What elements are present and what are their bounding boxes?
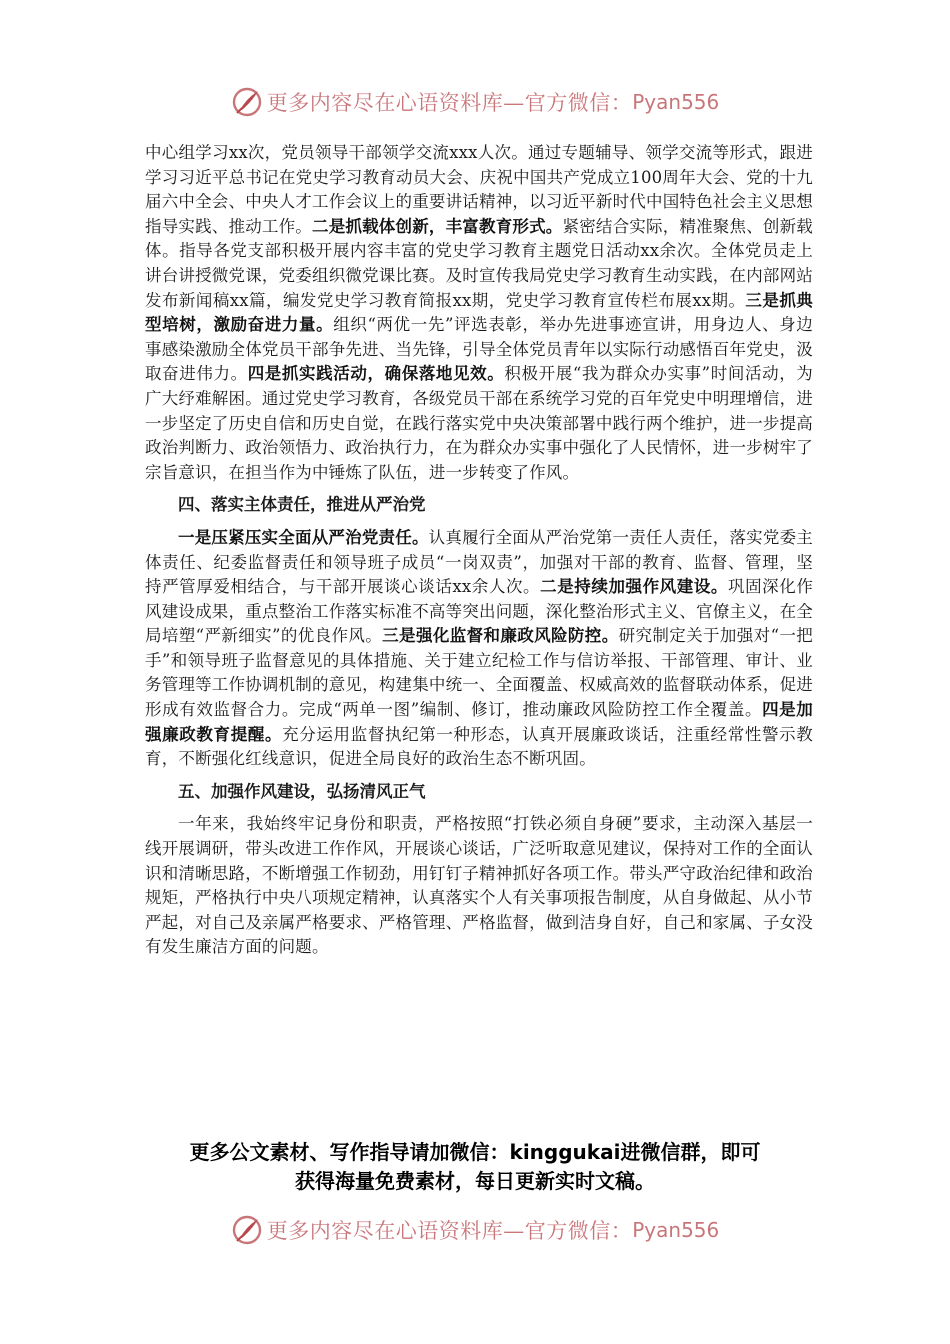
- section-heading-four: 四、落实主体责任，推进从严治党: [178, 495, 426, 515]
- footer-promo: [100, 1138, 850, 1196]
- footer-promo-line-1: 更多公文素材、写作指导请加微信：kinggukai进微信群，即可: [189, 1140, 761, 1164]
- quill-pen-logo-icon: [231, 1214, 263, 1246]
- document-body: [145, 141, 813, 960]
- paragraph-strict-governance: 一是压紧压实全面从严治党责任。认真履行全面从严治党第一责任人责任，落实党委主体责任、纪委监督责任和领导班子成员“一岗双责”，加强对干部的教育、监督、管理，坚持严管厚爱相结合，与干部开展谈心谈话xx余人次。二是持续加强作风建设。巩固深化作风建设成果，重点整治工作落实标准不高等突出问题，深化整治形式主义、官僚主义，在全局培塑“严新细实”的优良作风。三是强化监督和廉政风险防控。研究制定关于加强对“一把手”和领导班子监督意见的具体措施、关于建立纪检工作与信访举报、干部管理、审计、业务管理等工作协调机制的意见，构建集中统一、全面覆盖、权威高效的监督联动体系，促进形成有效监督合力。完成“两单一图”编制、修订，推动廉政风险防控工作全覆盖。四是加强廉政教育提醒。充分运用监督执纪第一种形态，认真开展廉政谈话，注重经常性警示教育，不断强化红线意识，促进全局良好的政治生态不断巩固。: [145, 527, 814, 769]
- watermark-wechat-id: Pyan556: [632, 90, 720, 114]
- paragraph-work-style: 一年来，我始终牢记身份和职责，严格按照“打铁必须自身硬”要求，主动深入基层一线开展调研，带头改进工作作风，开展谈心谈话，广泛听取意见建议，保持对工作的全面认识和清晰思路，不断增强工作韧劲，用钉钉子精神抓好各项工作。带头严守政治纪律和政治规矩，严格执行中央八项规定精神，认真落实个人有关事项报告制度，从自身做起、从小节严起，对自己及亲属严格要求、严格管理、严格监督，做到洁身自好，自己和家属、子女没有发生廉洁方面的问题。: [145, 814, 813, 957]
- quill-pen-logo-icon: [231, 86, 263, 118]
- watermark-wechat-id: Pyan556: [632, 1218, 720, 1242]
- section-heading-five: 五、加强作风建设，弘扬清风正气: [178, 781, 426, 801]
- watermark-text: 更多内容尽在心语资料库—官方微信：: [266, 91, 633, 115]
- footer-promo-line-2: 获得海量免费素材，每日更新实时文稿。: [295, 1169, 655, 1193]
- header-watermark: [0, 84, 950, 120]
- footer-watermark: [0, 1212, 950, 1248]
- paragraph-party-history-education: 中心组学习xx次，党员领导干部领学交流xxx人次。通过专题辅导、领学交流等形式，跟进学习习近平总书记在党史学习教育动员大会、庆祝中国共产党成立100周年大会、党的十九届六中全会、中央人才工作会议上的重要讲话精神，以习近平新时代中国特色社会主义思想指导实践、推动工作。二是抓载体创新，丰富教育形式。紧密结合实际，精准聚焦、创新载体。指导各党支部积极开展内容丰富的党史学习教育主题党日活动xx余次。全体党员走上讲台讲授微党课，党委组织微党课比赛。及时宣传我局党史学习教育生动实践，在内部网站发布新闻稿xx篇，编发党史学习教育简报xx期，党史学习教育宣传栏布展xx期。三是抓典型培树，激励奋进力量。组织“两优一先”评选表彰，举办先进事迹宣讲，用身边人、身边事感染激励全体党员干部争先进、当先锋，引导全体党员青年以实际行动感悟百年党史，汲取奋进伟力。四是抓实践活动，确保落地见效。积极开展“我为群众办实事”时间活动，为广大纾难解困。通过党史学习教育，各级党员干部在系统学习党的百年党史中明理增信，进一步坚定了历史自信和历史自觉，在践行落实党中央决策部署中践行两个维护，进一步提高政治判断力、政治领悟力、政治执行力，在为群众办实事中强化了人民情怀，进一步树牢了宗旨意识，在担当作为中锤炼了队伍，进一步转变了作风。: [145, 143, 814, 482]
- watermark-text: 更多内容尽在心语资料库—官方微信：: [266, 1219, 633, 1243]
